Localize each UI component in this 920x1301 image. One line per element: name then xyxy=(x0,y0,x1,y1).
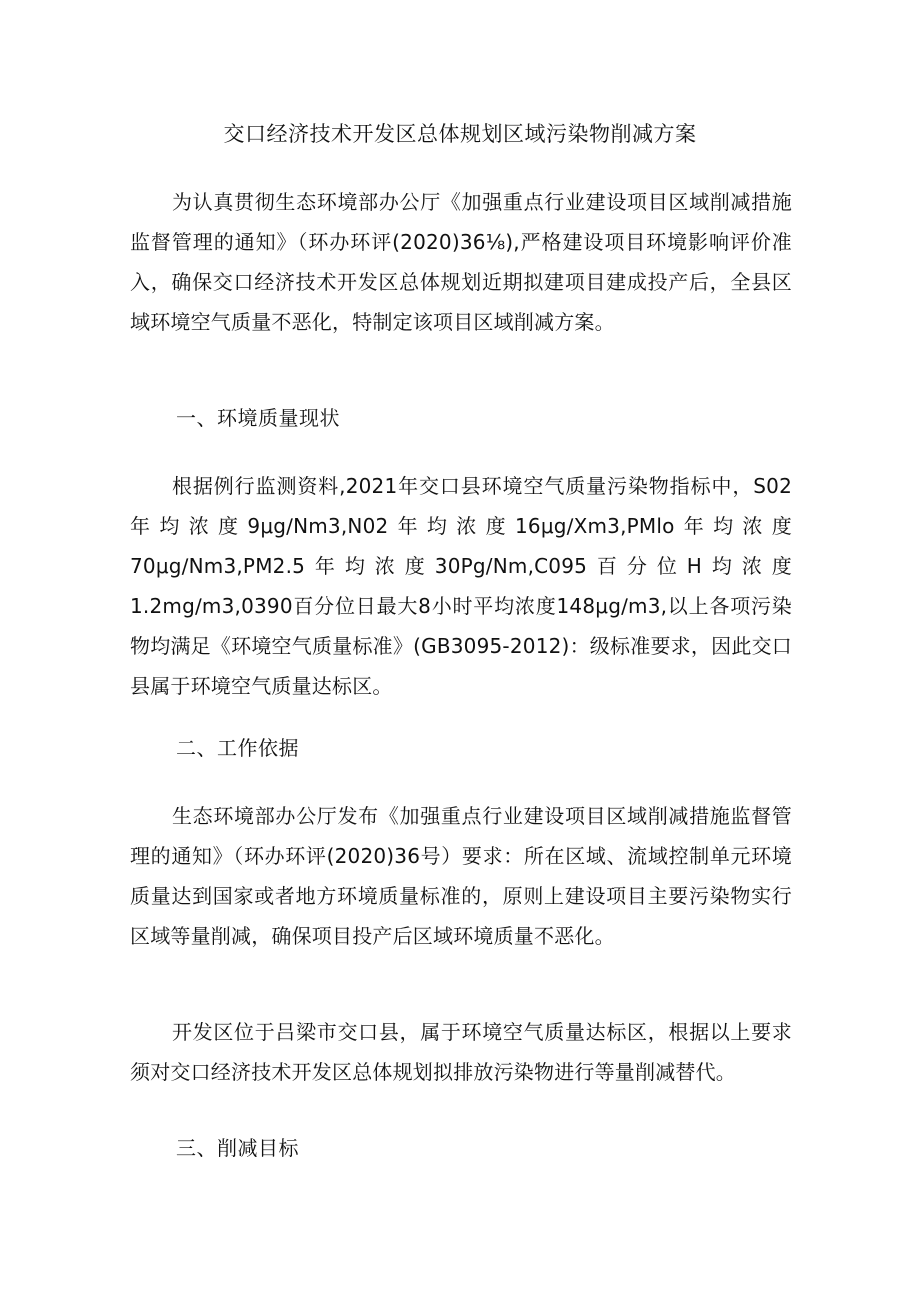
section-2-paragraph-1: 生态环境部办公厅发布《加强重点行业建设项目区域削减措施监督管理的通知》（环办环评(2020)36号）要求：所在区域、流域控制单元环境质量达到国家或者地方环境质量标准的，原则上建设项目主要污染物实行区域等量削减，确保项目投产后区域环境质量不恶化。 xyxy=(130,804,792,948)
section-1-paragraph: 根据例行监测资料,2021年交口县环境空气质量污染物指标中，S02年均浓度9μg∕Nm3,N02年均浓度16μg∕Xm3,PMlo年均浓度70μg∕Nm3,PM2.5年均浓度30Pg/Nm,C095百分位H均浓度1.2mg∕m3,0390百分位日最大8小时平均浓度148μg∕m3,以上各项污染物均满足《环境空气质量标准》(GB3095-2012)：级标准要求，因此交口县属于环境空气质量达标区。 xyxy=(130,474,792,698)
intro-paragraph: 为认真贯彻生态环境部办公厅《加强重点行业建设项目区域削减措施监督管理的通知》（环办环评(2020)36⅛),严格建设项目环境影响评价准入，确保交口经济技术开发区总体规划近期拟建项目建成投产后，全县区域环境空气质量不恶化，特制定该项目区域削减方案。 xyxy=(130,190,792,334)
section-2-heading: 二、工作依据 xyxy=(176,736,299,760)
section-3-heading: 三、削减目标 xyxy=(176,1136,299,1160)
document-title: 交口经济技术开发区总体规划区域污染物削减方案 xyxy=(223,122,697,146)
section-2-paragraph-2: 开发区位于吕梁市交口县，属于环境空气质量达标区，根据以上要求须对交口经济技术开发区总体规划拟排放污染物进行等量削减替代。 xyxy=(130,1020,792,1084)
section-1-heading: 一、环境质量现状 xyxy=(176,406,340,430)
